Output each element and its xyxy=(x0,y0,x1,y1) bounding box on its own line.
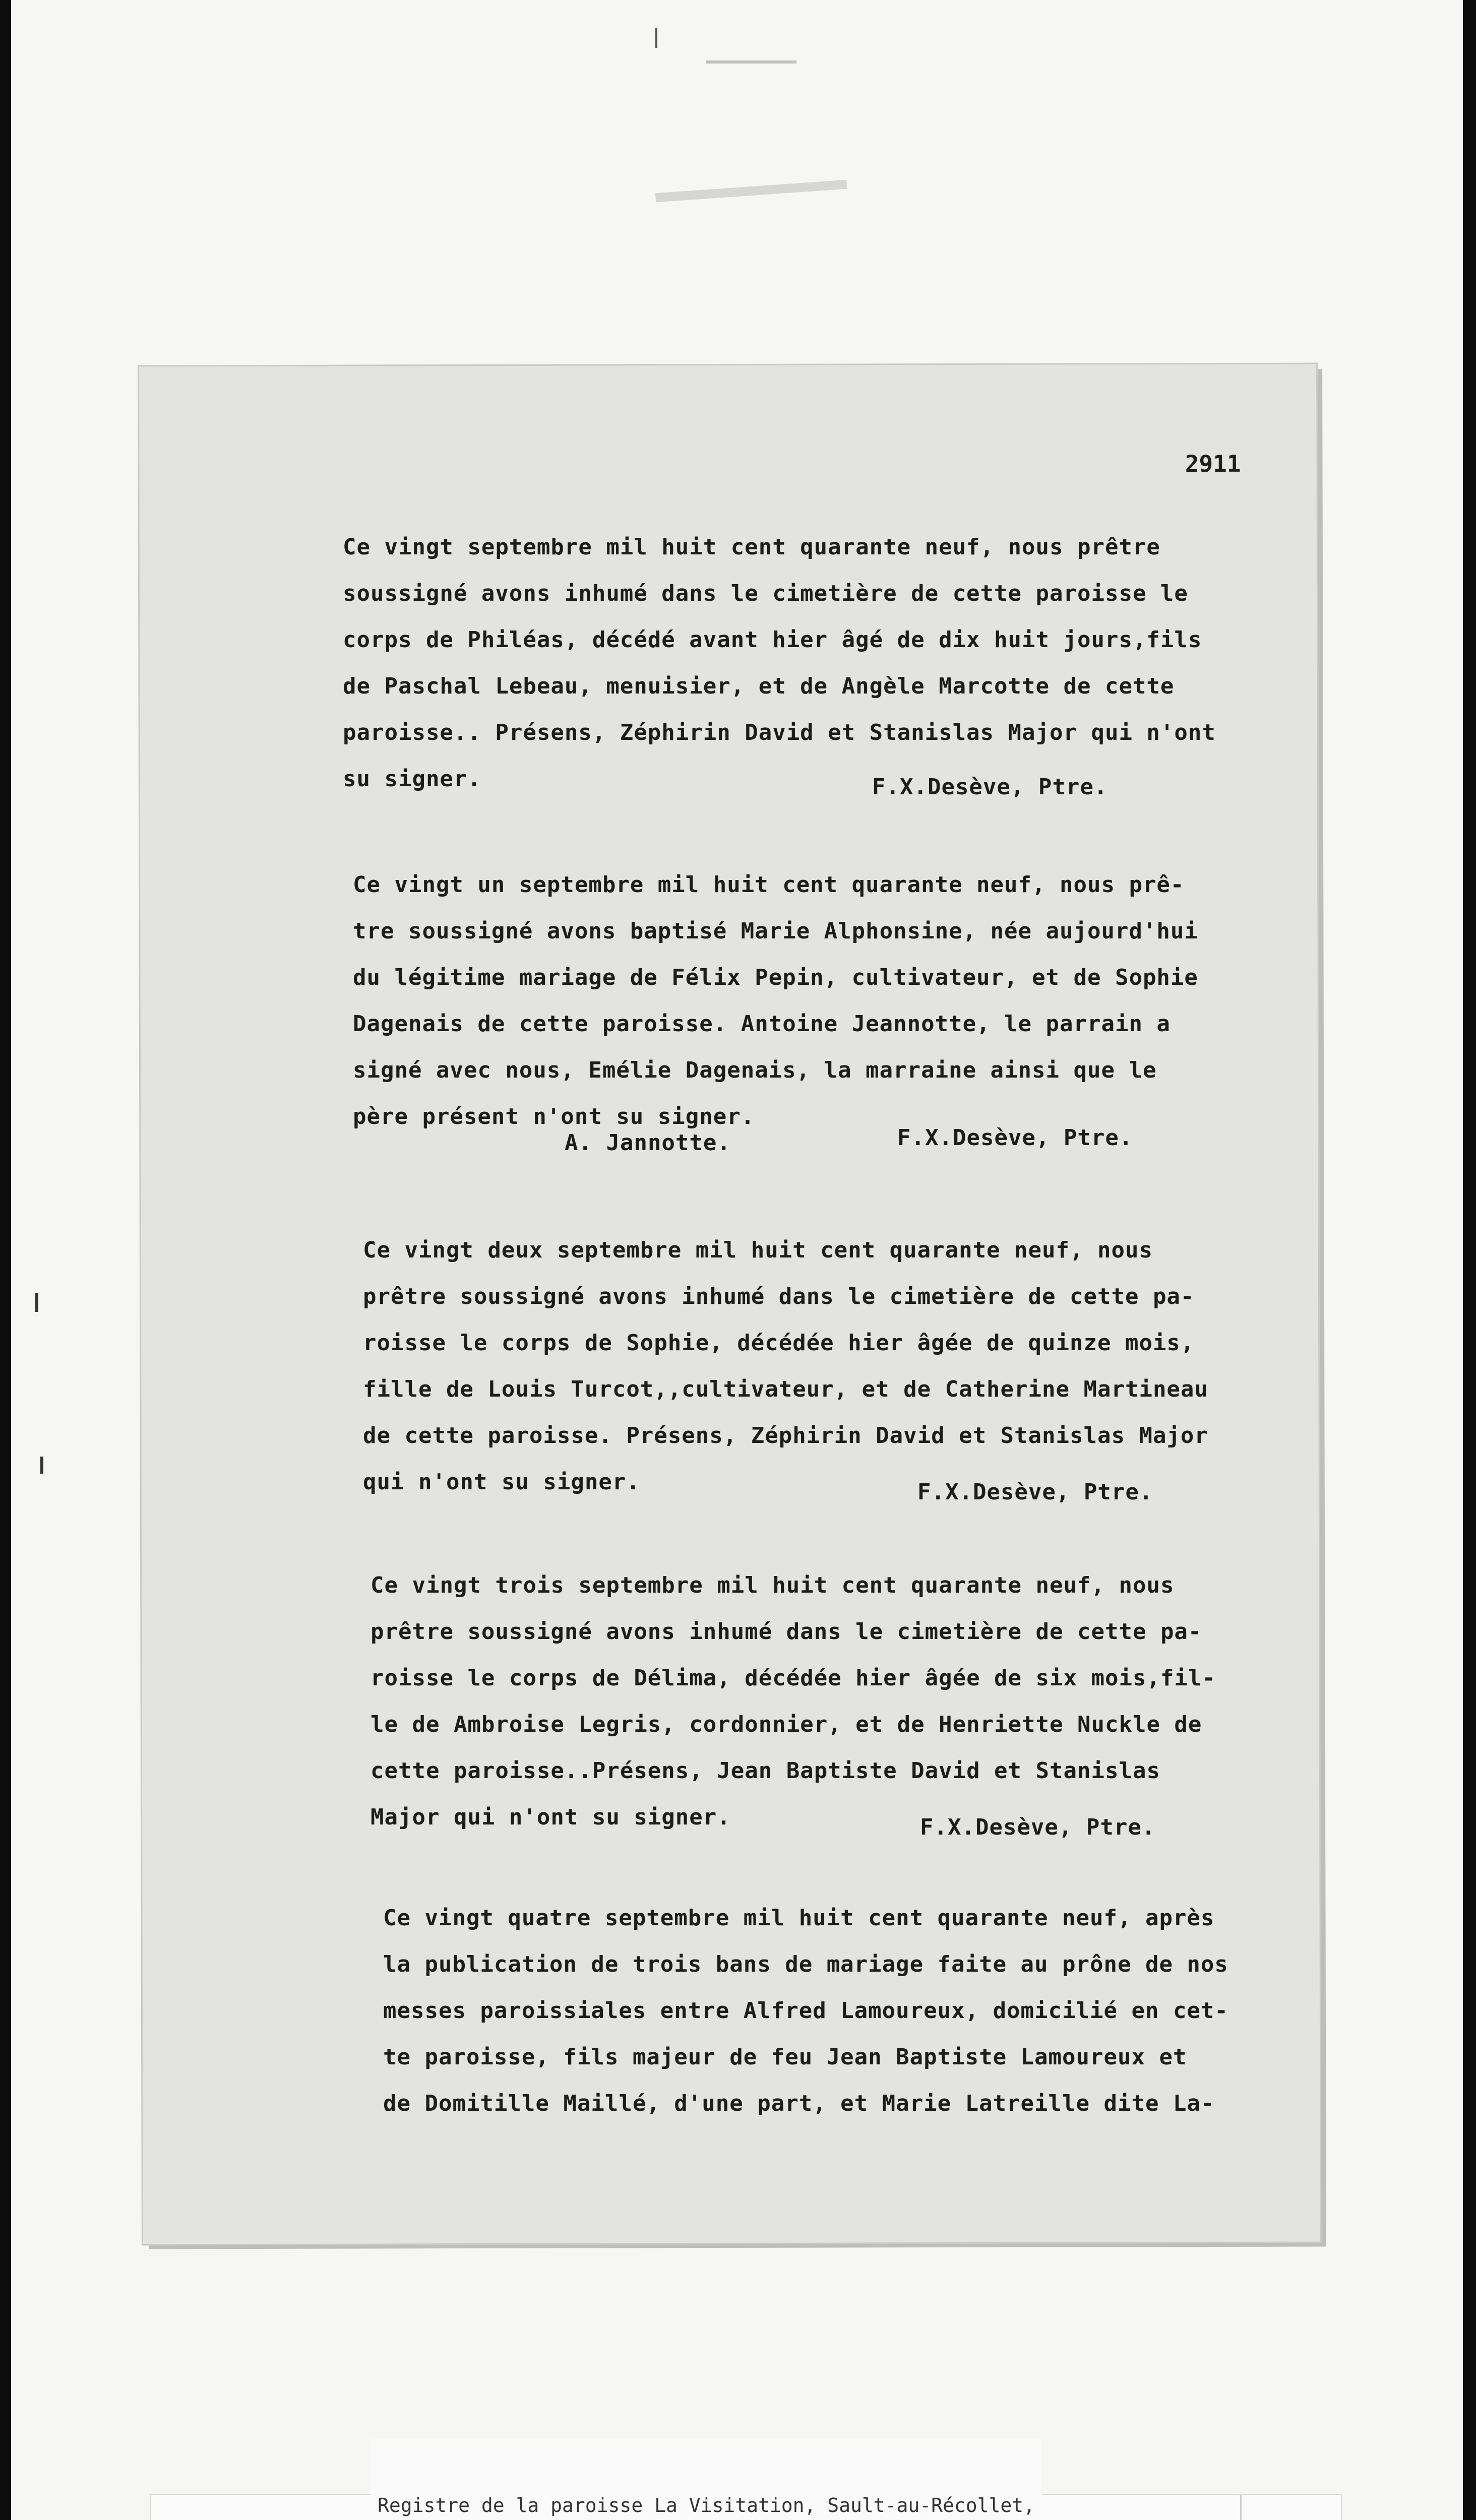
priest-signature: F.X.Desève, Ptre. xyxy=(917,1479,1153,1505)
entry-line: du légitime mariage de Félix Pepin, cultivateur, et de Sophie xyxy=(353,965,1198,990)
entry-line: paroisse.. Présens, Zéphirin David et Stanislas Major qui n'ont xyxy=(343,720,1216,745)
film-scratch xyxy=(706,60,796,64)
entry-line: te paroisse, fils majeur de feu Jean Baptiste Lamoureux et xyxy=(383,2044,1187,2070)
entry-line: soussigné avons inhumé dans le cimetière de cette paroisse le xyxy=(343,581,1188,606)
entry-line: Ce vingt trois septembre mil huit cent quarante neuf, nous xyxy=(371,1572,1175,1598)
register-entry xyxy=(343,524,1341,802)
signature-row xyxy=(353,1125,1351,1186)
film-mark xyxy=(40,1457,43,1474)
entry-line: tre soussigné avons baptisé Marie Alphonsine, née aujourd'hui xyxy=(353,918,1198,944)
register-caption xyxy=(371,2439,1042,2520)
register-entry xyxy=(363,1227,1361,1505)
film-mark xyxy=(655,28,657,48)
entry-line: prêtre soussigné avons inhumé dans le cimetière de cette pa- xyxy=(371,1619,1202,1645)
signature-row xyxy=(343,756,1341,802)
entry-line: de Domitille Maillé, d'une part, et Marie Latreille dite La- xyxy=(383,2091,1215,2116)
register-entry xyxy=(383,1895,1381,2127)
godfather-signature: A. Jannotte. xyxy=(565,1130,731,1156)
entry-line: Major qui n'ont su signer. xyxy=(371,1804,731,1830)
signature-row xyxy=(363,1459,1361,1505)
entry-line: le de Ambroise Legris, cordonnier, et de Henriette Nuckle de xyxy=(371,1712,1202,1737)
priest-signature: F.X.Desève, Ptre. xyxy=(872,774,1108,800)
entry-line: Ce vingt un septembre mil huit cent quarante neuf, nous prê- xyxy=(353,872,1185,898)
entry-line: prêtre soussigné avons inhumé dans le cimetière de cette pa- xyxy=(363,1284,1195,1309)
entry-line: Dagenais de cette paroisse. Antoine Jeannotte, le parrain a xyxy=(353,1011,1171,1037)
entry-line: corps de Philéas, décédé avant hier âgé de dix huit jours,fils xyxy=(343,627,1202,653)
entry-line: qui n'ont su signer. xyxy=(363,1469,640,1495)
register-entry xyxy=(353,862,1351,1186)
entry-line: Ce vingt quatre septembre mil huit cent quarante neuf, après xyxy=(383,1905,1215,1931)
entry-line: signé avec nous, Emélie Dagenais, la marraine ainsi que le xyxy=(353,1057,1157,1083)
entry-line: su signer. xyxy=(343,766,481,792)
film-mark xyxy=(35,1293,38,1312)
entry-line: de Paschal Lebeau, menuisier, et de Angèle Marcotte de cette xyxy=(343,673,1175,699)
entry-line: de cette paroisse. Présens, Zéphirin David et Stanislas Major xyxy=(363,1423,1208,1448)
entry-line: roisse le corps de Délima, décédée hier âgée de six mois,fil- xyxy=(371,1665,1216,1691)
entry-line: roisse le corps de Sophie, décédée hier âgée de quinze mois, xyxy=(363,1330,1195,1356)
priest-signature: F.X.Desève, Ptre. xyxy=(920,1814,1156,1840)
stamp-divider xyxy=(1240,2495,1242,2520)
register-entry xyxy=(371,1562,1369,1841)
entry-line: Ce vingt deux septembre mil huit cent quarante neuf, nous xyxy=(363,1237,1153,1263)
entry-line: fille de Louis Turcot,,cultivateur, et de Catherine Martineau xyxy=(363,1376,1208,1402)
entry-line: la publication de trois bans de mariage faite au prône de nos xyxy=(383,1951,1228,1977)
page-number: 2911 xyxy=(1185,450,1241,478)
entry-line: cette paroisse..Présens, Jean Baptiste David et Stanislas xyxy=(371,1758,1160,1784)
entry-line: père présent n'ont su signer. xyxy=(353,1104,755,1129)
priest-signature: F.X.Desève, Ptre. xyxy=(897,1125,1133,1151)
caption-title: Registre de la paroisse La Visitation, Sault-au-Récollet, xyxy=(378,2494,1035,2516)
signature-row xyxy=(371,1794,1369,1841)
entry-line: messes paroissiales entre Alfred Lamoureux, domicilié en cet- xyxy=(383,1998,1228,2024)
entry-line: Ce vingt septembre mil huit cent quarante neuf, nous prêtre xyxy=(343,534,1160,560)
